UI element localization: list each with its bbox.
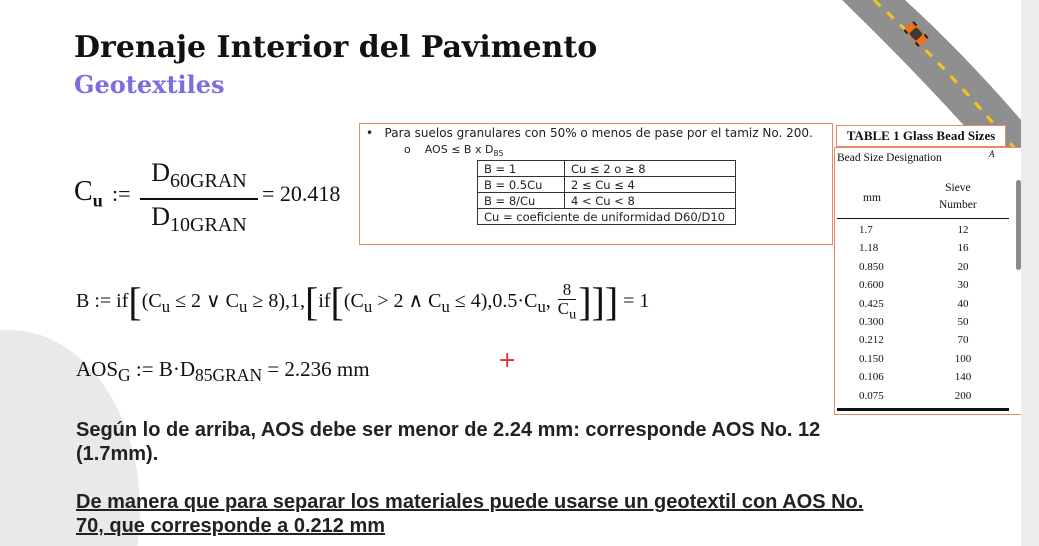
table-row: B = 8/Cu 4 < Cu < 8 <box>478 193 736 209</box>
cu-numerator: $D_{60GRAN}$ <box>151 158 247 193</box>
sieve-number: 12 <box>957 224 969 236</box>
table-row <box>835 316 1015 334</box>
bead-size-mm: 0.600 <box>859 279 884 292</box>
crosshair-cursor-icon: + <box>498 348 517 373</box>
table-row <box>835 279 1015 297</box>
table-row <box>835 334 1015 352</box>
sieve-number: 50 <box>957 316 969 328</box>
sieve-number: 100 <box>954 352 972 365</box>
table-row <box>835 390 1015 408</box>
table-row <box>835 261 1015 279</box>
bead-size-mm: 0.425 <box>859 297 884 310</box>
bead-size-mm: 1.7 <box>859 224 873 236</box>
sieve-number: 200 <box>954 389 972 402</box>
cu-assign-operator: := <box>112 181 131 206</box>
sieve-number: 20 <box>957 260 969 273</box>
table-bottom-rule <box>837 408 1009 411</box>
recommendation-paragraph: De manera que para separar los materiales puede usarse un geotextil con AOS No. 70, que corresponde a 0.212 mm <box>76 491 864 537</box>
table-row: Cu = coeficiente de uniformidad D60/D10 <box>478 209 736 225</box>
bead-size-mm: 0.075 <box>859 389 884 402</box>
sieve-number: 70 <box>957 334 969 347</box>
bead-size-mm: 0.106 <box>859 371 884 384</box>
sieve-number: 40 <box>957 297 969 310</box>
column-header-mm: mm <box>863 192 881 204</box>
table-footnote-mark: A <box>989 149 995 159</box>
sieve-number: 16 <box>957 242 969 255</box>
glass-bead-table-title: TABLE 1 Glass Bead Sizes <box>836 125 1006 147</box>
bead-size-mm: 0.150 <box>859 352 884 365</box>
column-header-sieve-number: Sieve Number <box>939 182 977 211</box>
table-row <box>835 242 1015 260</box>
cu-fraction <box>140 158 258 240</box>
right-edge-bar <box>1021 0 1039 546</box>
table-row <box>835 353 1015 371</box>
bead-size-designation-header: Bead Size Designation <box>837 152 942 164</box>
scroll-indicator <box>1016 180 1021 270</box>
page-title: Drenaje Interior del Pavimento <box>74 30 598 65</box>
b-fraction: 8 $C_u$ <box>557 280 577 323</box>
aos-equation: $AOS_G$ := $B\cdot D_{85GRAN} = 2.236$ mm <box>76 357 370 386</box>
bead-size-mm: 1.18 <box>859 242 879 255</box>
page-subtitle: Geotextiles <box>74 70 225 99</box>
table-row <box>835 371 1015 389</box>
bead-size-mm: 0.212 <box>859 334 884 347</box>
b-equation: B := $if[(C_u \le 2$ ∨ $C_u \ge 8),1,[if[(C_u > 2$ ∧ $C_u \le 4),0.5\cdot C_u$, 8 $C_u]]] = 1$ <box>76 279 650 324</box>
sieve-number: 140 <box>954 371 972 384</box>
glass-bead-table <box>834 147 1021 415</box>
bead-size-mm: 0.300 <box>859 316 884 328</box>
cu-result: = 20.418 <box>262 181 341 206</box>
aos-criteria-box <box>359 123 833 245</box>
sieve-number: 30 <box>957 279 969 292</box>
conclusion-paragraph: Según lo de arriba, AOS debe ser menor de 2.24 mm: corresponde AOS No. 12 (1.7mm). <box>76 419 821 465</box>
bead-size-mm: 0.850 <box>859 260 884 273</box>
cu-denominator: $D_{10GRAN}$ <box>151 202 247 237</box>
table-rule <box>837 218 1009 219</box>
criteria-sub-bullet: o AOS ≤ B x $D_{85}$ <box>404 143 504 159</box>
fraction-bar <box>140 198 258 200</box>
cu-symbol: $C_u$ <box>74 176 103 211</box>
table-row: B = 1 Cu ≤ 2 o ≥ 8 <box>478 161 736 177</box>
table-row <box>835 224 1015 242</box>
table-row <box>835 298 1015 316</box>
b-criteria-table <box>477 160 736 225</box>
criteria-bullet: • Para suelos granulares con 50% o menos de pase por el tamiz No. 200. <box>366 126 813 140</box>
table-row: B = 0.5Cu 2 ≤ Cu ≤ 4 <box>478 177 736 193</box>
